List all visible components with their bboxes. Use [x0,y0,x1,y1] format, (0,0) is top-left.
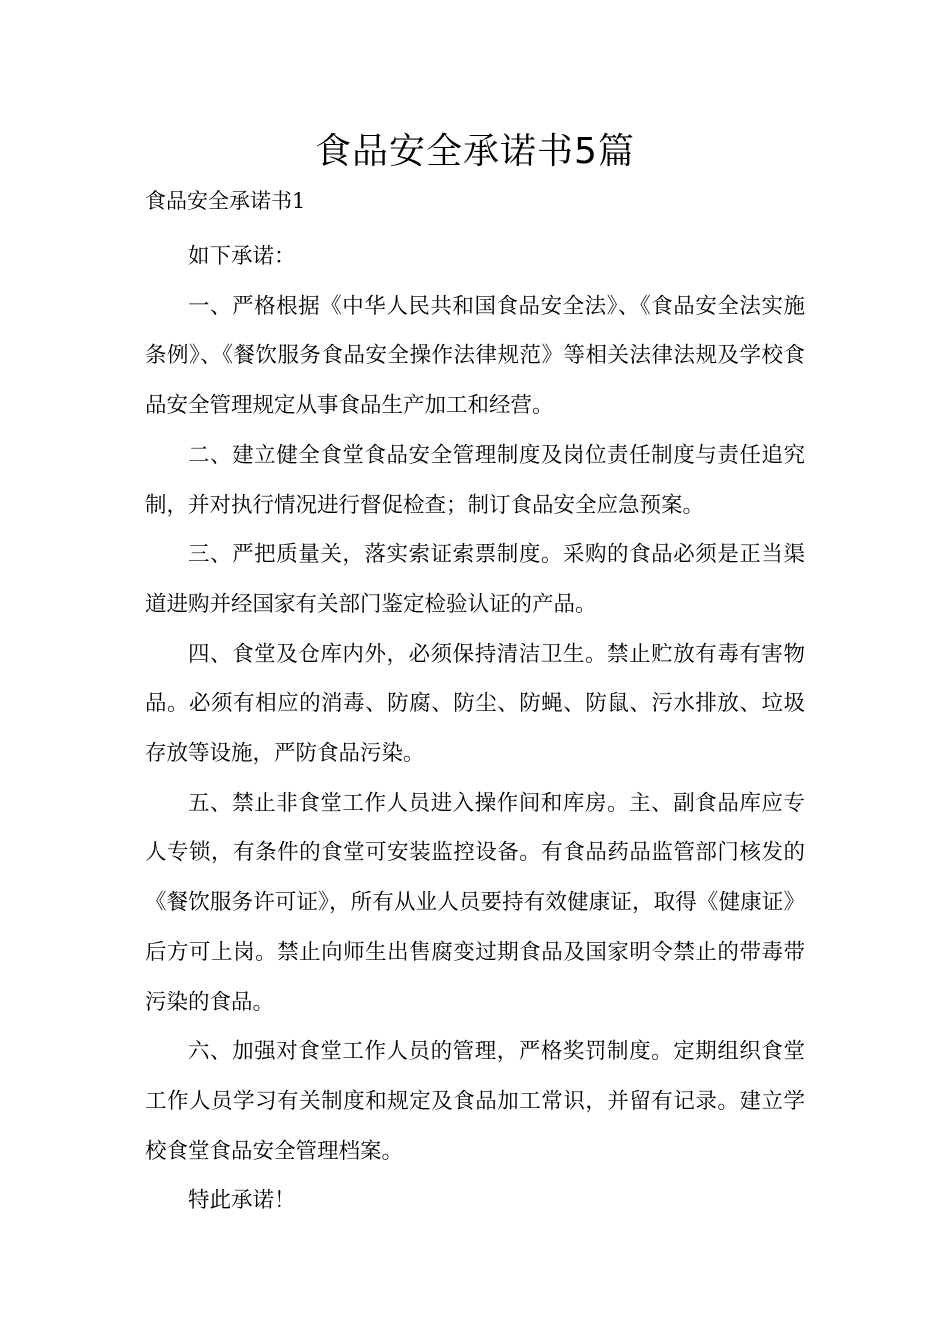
paragraph-3: 三、严把质量关，落实索证索票制度。采购的食品必须是正当渠道进购并经国家有关部门鉴定检验认证的产品。 [145,542,805,617]
paragraph-1: 一、严格根据《中华人民共和国食品安全法》、《食品安全法实施条例》、《餐饮服务食品安全操作法律规范》等相关法律法规及学校食品安全管理规定从事食品生产加工和经营。 [145,293,805,419]
section-title: 食品安全承诺书1 [145,189,306,213]
paragraph-2: 二、建立健全食堂食品安全管理制度及岗位责任制度与责任追究制，并对执行情况进行督促检查；制订食品安全应急预案。 [145,442,805,518]
document-body [145,232,805,1226]
document-title: 食品安全承诺书5篇 [315,131,635,172]
paragraph-6: 六、加强对食堂工作人员的管理，严格奖罚制度。定期组织食堂工作人员学习有关制度和规定及食品加工常识，并留有记录。建立学校食堂食品安全管理档案。 [145,1039,805,1164]
paragraph-closing: 特此承诺！ [188,1188,296,1214]
paragraph-intro: 如下承诺： [188,244,296,269]
paragraph-4: 四、食堂及仓库内外，必须保持清洁卫生。禁止贮放有毒有害物品。必须有相应的消毒、防腐、防尘、防蝇、防鼠、污水排放、垃圾存放等设施，严防食品污染。 [145,641,805,767]
paragraph-5: 五、禁止非食堂工作人员进入操作间和库房。主、副食品库应专人专锁，有条件的食堂可安装监控设备。有食品药品监管部门核发的《餐饮服务许可证》，所有从业人员要持有效健康证，取得《健康证》后方可上岗。禁止向师生出售腐变过期食品及国家明令禁止的带毒带污染的食品。 [145,790,805,1015]
